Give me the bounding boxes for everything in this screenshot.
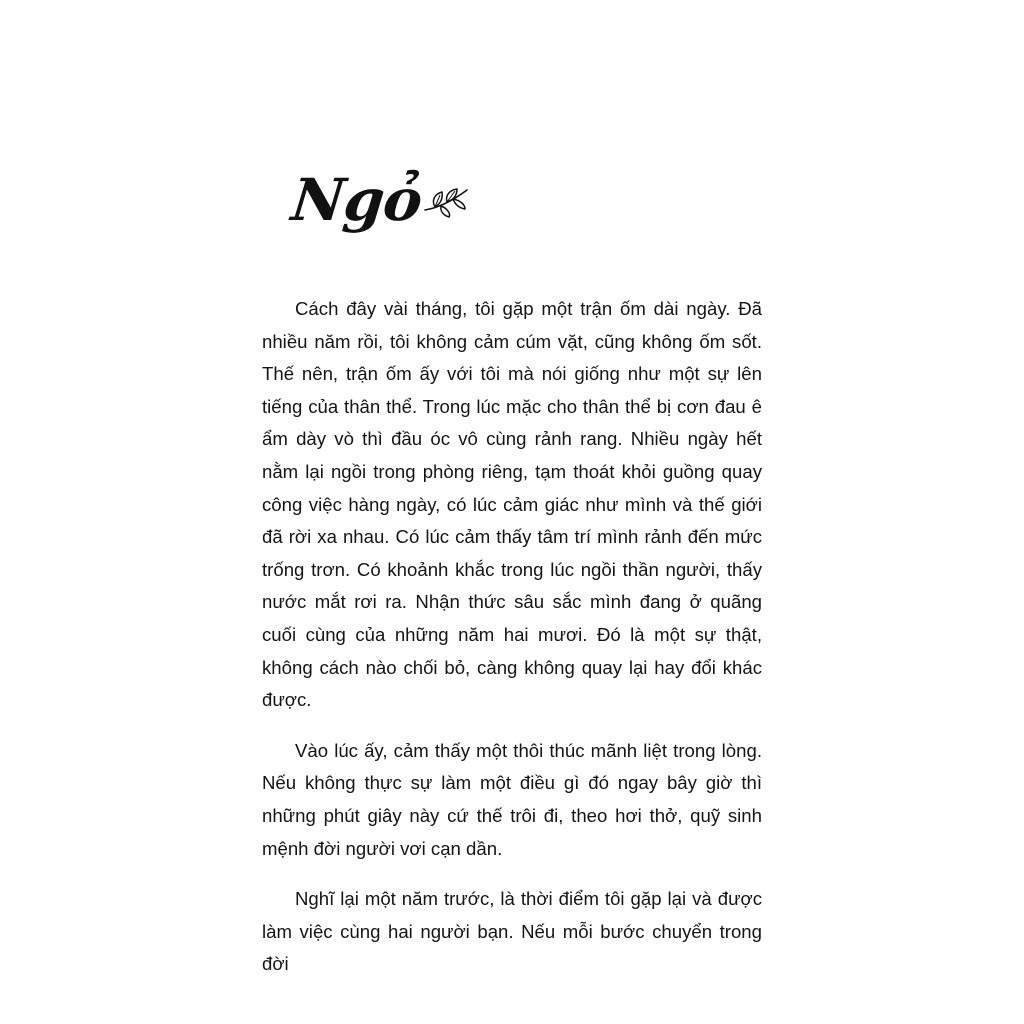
paragraph-1: Cách đây vài tháng, tôi gặp một trận ốm dài ngày. Đã nhiều năm rồi, tôi không cảm cúm vặt, cũng không ốm sốt. Thế nên, trận ốm ấy với tôi mà nói giống như một sự lên tiếng của thân thể. Trong lúc mặc cho thân thể bị cơn đau ê ẩm dày vò thì đầu óc vô cùng rảnh rang. Nhiều ngày hết nằm lại ngồi trong phòng riêng, tạm thoát khỏi guồng quay công việc hàng ngày, có lúc cảm giác như mình và thế giới đã rời xa nhau. Có lúc cảm thấy tâm trí mình rảnh đến mức trống trơn. Có khoảnh khắc trong lúc ngồi thần người, thấy nước mắt rơi ra. Nhận thức sâu sắc mình đang ở quãng cuối cùng của những năm hai mươi. Đó là một sự thật, không cách nào chối bỏ, càng không quay lại hay đổi khác được. [262,298,762,711]
chapter-title: Ngỏ [288,166,425,234]
paragraph-2: Vào lúc ấy, cảm thấy một thôi thúc mãnh liệt trong lòng. Nếu không thực sự làm một điều gì đó ngay bây giờ thì những phút giây này cứ thế trôi đi, theo hơi thở, quỹ sinh mệnh đời người vơi cạn dần. [262,739,762,859]
leaf-sprig-icon [423,186,471,218]
paragraph-3: Nghĩ lại một năm trước, là thời điểm tôi gặp lại và được làm việc cùng hai người bạn. Nếu mỗi bước chuyển trong đời [262,888,762,975]
chapter-heading [288,160,471,240]
body-text [262,293,762,981]
